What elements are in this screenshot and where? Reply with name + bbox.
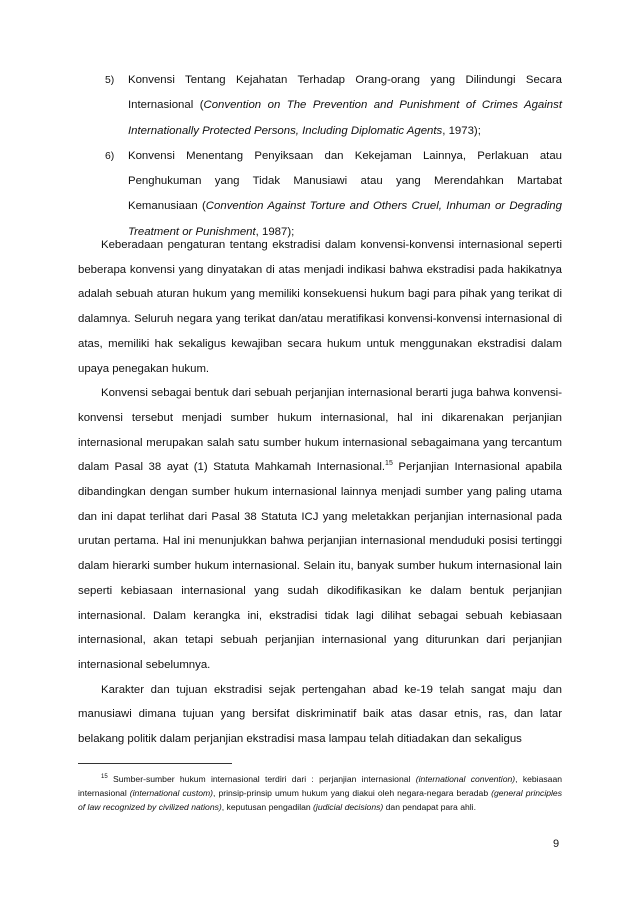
footnote-text: dan pendapat para ahli. (383, 802, 476, 813)
footnote-text: , prinsip-prinsip umum hukum yang diakui oleh negara-negara beradab (213, 787, 492, 798)
footnote-italic: (international convention) (415, 773, 516, 784)
paragraph-2 (78, 381, 562, 677)
paragraph-2-text: Konvensi sebagai bentuk dari sebuah perjanjian internasional berarti juga bahwa konvensi-konvensi tersebut menjadi sumber hukum internasional, hal ini dikarenakan perjanjian internasional merupakan salah satu sumber hukum internasional sebagaimana yang tercantum dalam Pasal 38 ayat (1) Statuta Mahkamah Internasional. (78, 387, 562, 474)
footnote-text: , keputusan pengadilan (221, 802, 314, 813)
list-item-italic: Convention on The Prevention and Punishment of Crimes Against Internationally Protected Persons, Including Diplomatic Agents (128, 99, 562, 137)
list-item-text-end: , 1973); (442, 124, 481, 137)
list-item-number: 6) (105, 150, 115, 162)
footnote-italic: (judicial decisions) (313, 802, 384, 813)
footnote-italic: (general principles of law recognized by civilized nations) (78, 787, 563, 813)
paragraph-1: Keberadaan pengaturan tentang ekstradisi dalam konvensi-konvensi internasional seperti beberapa konvensi yang dinyatakan di atas menjadi indikasi bahwa ekstradisi pada hakikatnya adalah sebuah aturan hukum yang memiliki konsekuensi hukum bagi para pihak yang terikat di dalamnya. Seluruh negara yang terikat dan/atau meratifikasi konvensi-konvensi internasional di atas, memiliki hak sekaligus kewajiban secara hukum untuk menggunakan ekstradisi dalam upaya penegakan hukum. (78, 239, 562, 375)
footnote-italic: (international custom) (129, 787, 214, 798)
list-item-number: 5) (105, 75, 115, 86)
footnote-reference[interactable]: 15 (385, 460, 393, 468)
list-item-italic: Convention Against Torture and Others Cruel, Inhuman or Degrading Treatment or Punishment (128, 200, 562, 238)
paragraph-2-text-cont: Perjanjian Internasional apabila dibandingkan dengan sumber hukum internasional lainnya menjadi sumber yang paling utama dan ini dapat terlihat dari Pasal 38 Statuta ICJ yang meletakkan perjanjian internasional pada urutan pertama. Hal ini menunjukkan bahwa perjanjian internasional menduduki posisi tertinggi dalam hierarki sumber hukum internasional. Selain itu, banyak sumber hukum internasional lain seperti kebiasaan internasional yang sudah dikodifikasikan ke dalam bentuk perjanjian internasional. Dalam kerangka ini, ekstradisi tidak lagi dilihat sebagai sebuah kebiasaan internasional, akan tetapi sebuah perjanjian internasional yang diturunkan dari perjanjian internasional sebelumnya. (78, 461, 562, 671)
page-number: 9 (553, 838, 560, 850)
list-item (78, 144, 562, 245)
footnote-text: , kebiasaan internasional (78, 773, 563, 798)
list-item (78, 68, 562, 144)
convention-list (78, 68, 562, 245)
footnote-text: Sumber-sumber hukum internasional terdiri dari : perjanjian internasional (107, 773, 416, 784)
list-item-text-end: , 1987); (255, 225, 295, 238)
footnote-separator (78, 763, 232, 764)
footnote (78, 770, 562, 814)
list-item-text: Konvensi Tentang Kejahatan Terhadap Orang-orang yang Dilindungi Secara Internasional ( (128, 74, 562, 112)
paragraph-3: Karakter dan tujuan ekstradisi sejak pertengahan abad ke-19 telah sangat maju dan manusiawi dimana tujuan yang bersifat diskriminatif baik atas dasar etnis, ras, dan latar belakang politik dalam perjanjian ekstradisi masa lampau telah ditiadakan dan sekaligus (78, 683, 562, 746)
body-text (78, 233, 562, 752)
list-item-text: Konvensi Menentang Penyiksaan dan Kekejaman Lainnya, Perlakuan atau Penghukuman yang Tidak Manusiawi atau yang Merendahkan Martabat Kemanusiaan ( (128, 149, 562, 213)
footnote-number: 15 (101, 774, 108, 780)
